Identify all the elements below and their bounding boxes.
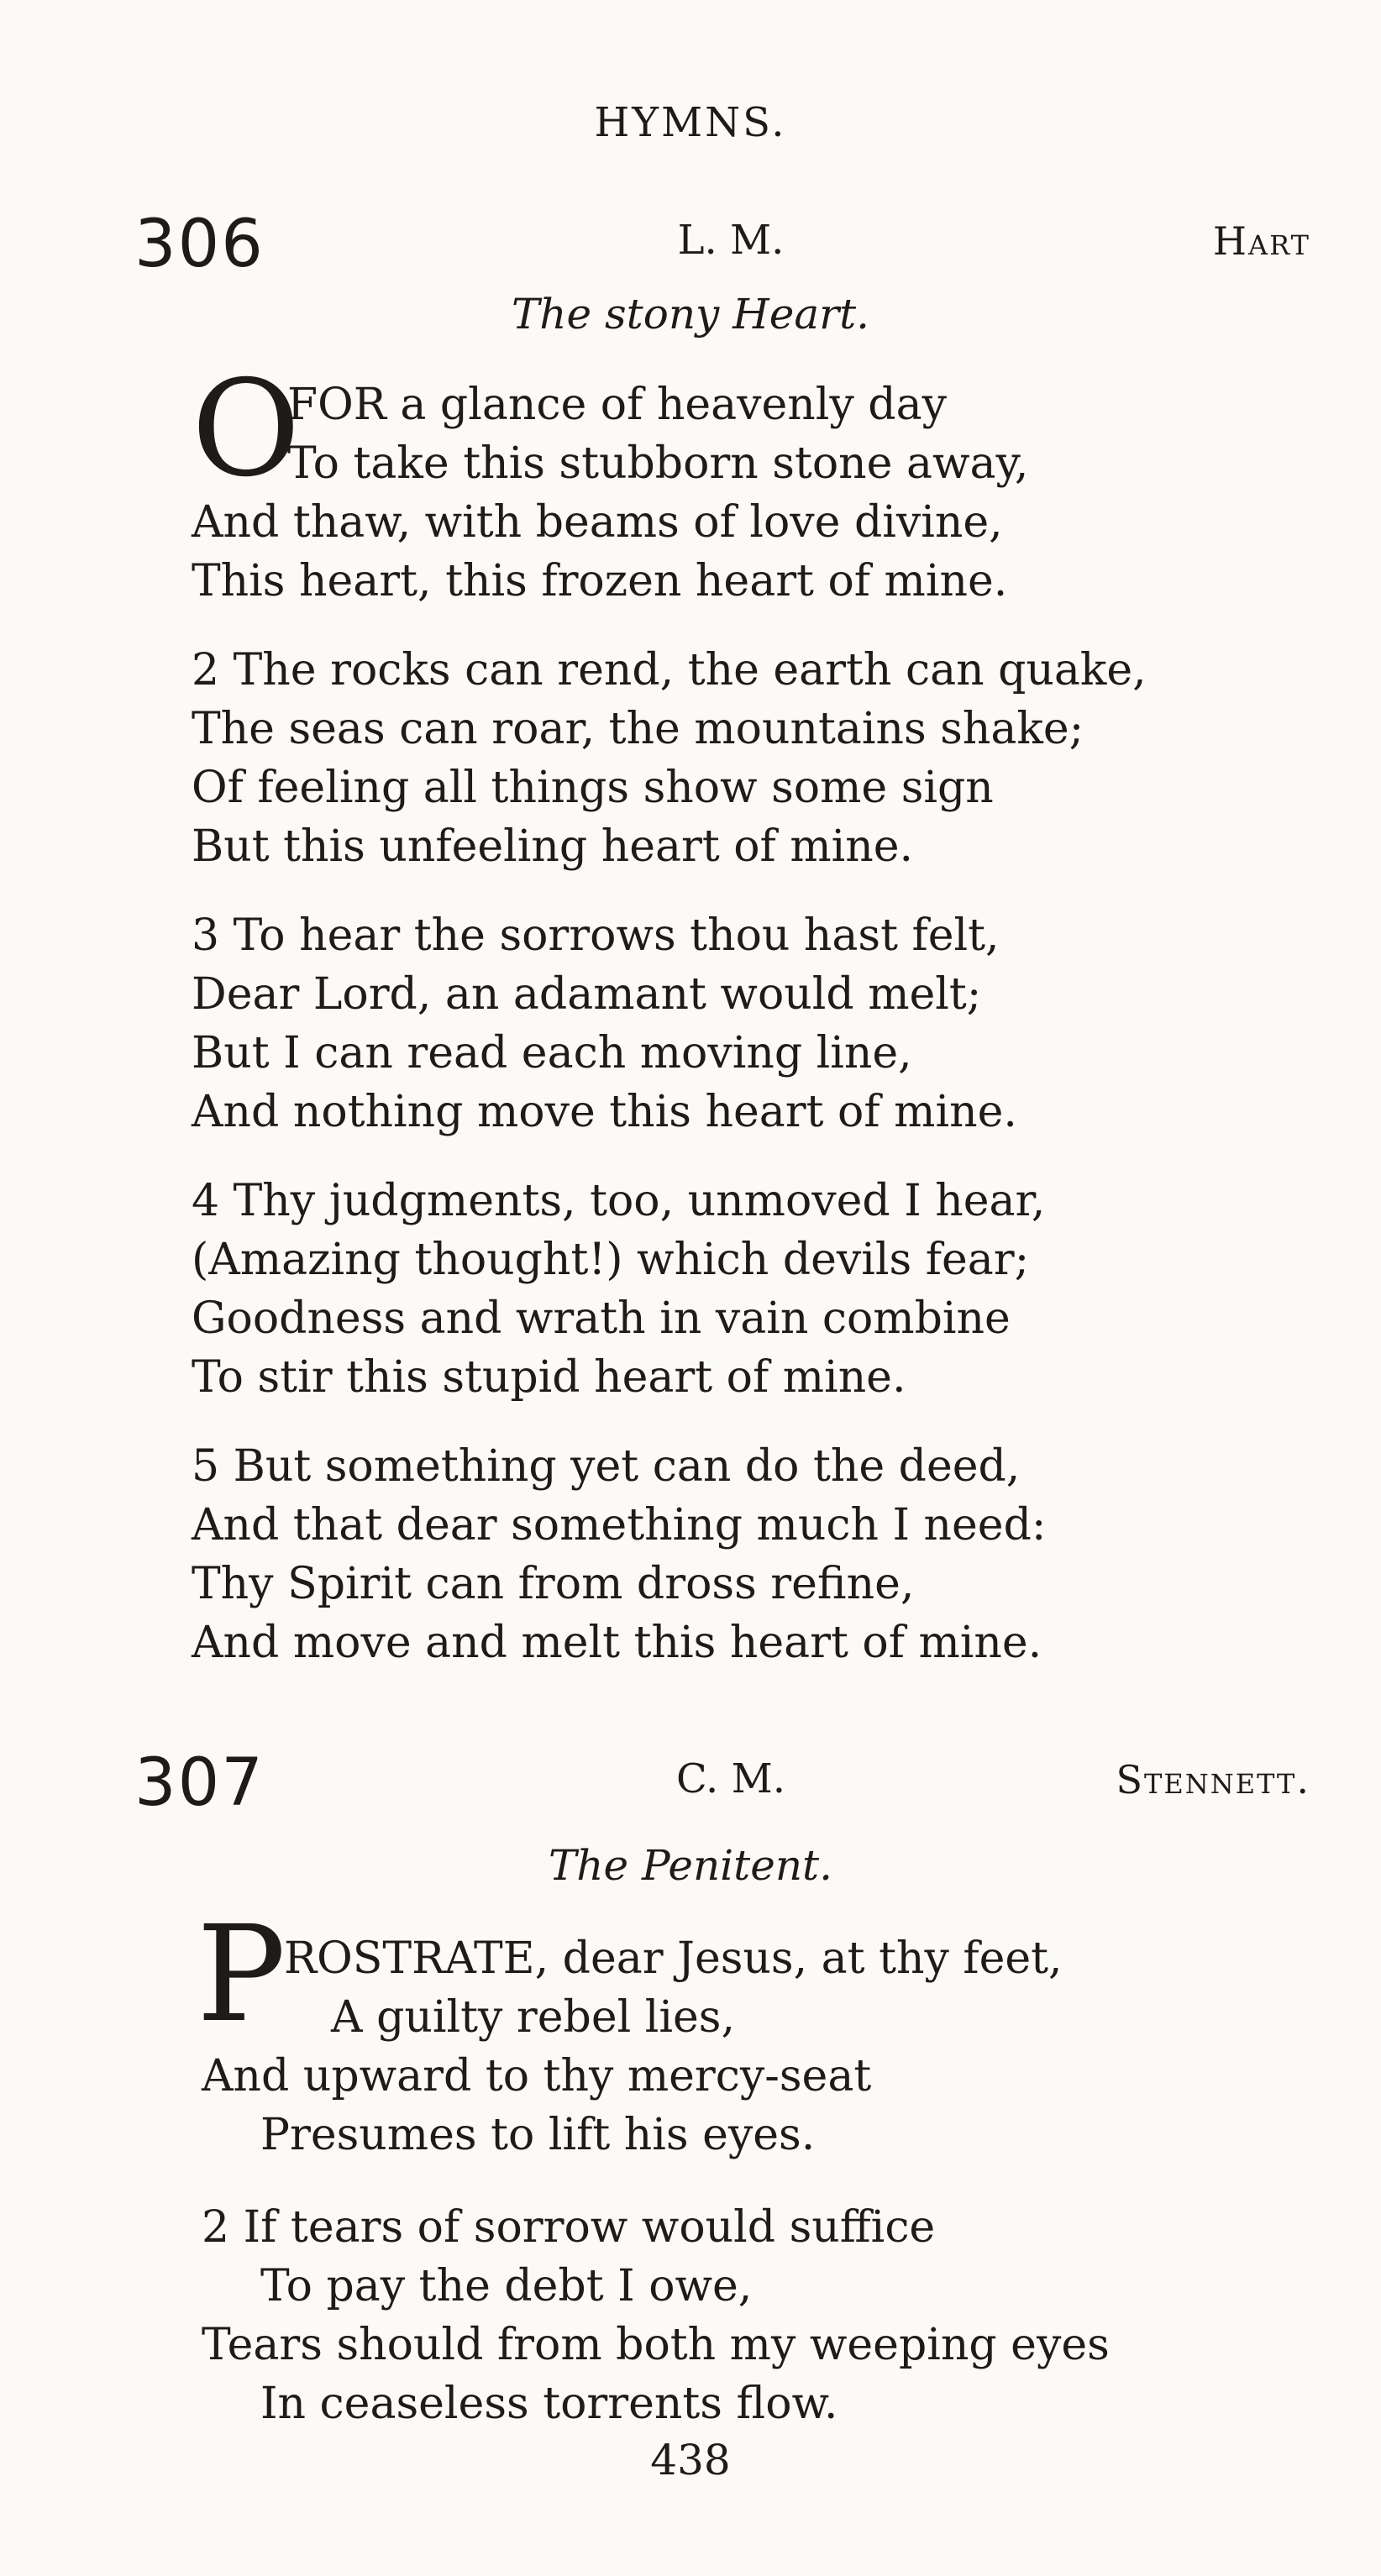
verse-line: To stir this stupid heart of mine. <box>192 1352 906 1403</box>
hymn-meter: C. M. <box>676 1755 785 1802</box>
verse-line: Of feeling all things show some sign <box>192 763 994 813</box>
verse-line: (Amazing thought!) which devils fear; <box>192 1235 1030 1285</box>
verse-line: And move and melt this heart of mine. <box>192 1618 1042 1668</box>
drop-cap: O <box>192 352 301 506</box>
verse-line: And nothing move this heart of mine. <box>192 1087 1017 1137</box>
hymn-meter: L. M. <box>677 217 785 264</box>
verse-line: And thaw, with beams of love divine, <box>192 497 1003 548</box>
verse-line: This heart, this frozen heart of mine. <box>192 556 1008 606</box>
verse-line: Dear Lord, an adamant would melt; <box>192 969 982 1020</box>
hymn-number: 306 <box>134 207 265 282</box>
verse-line: FOR a glance of heavenly day <box>287 380 947 430</box>
verse-line: 5 But something yet can do the deed, <box>192 1441 1021 1492</box>
verse-line: But this unfeeling heart of mine. <box>192 821 914 872</box>
verse-line: And that dear something much I need: <box>192 1500 1047 1550</box>
verse-line: To pay the debt I owe, <box>260 2261 753 2311</box>
hymn-number: 307 <box>134 1745 265 1821</box>
hymn-306-header <box>0 207 1381 282</box>
page-number: 438 <box>650 2436 731 2484</box>
verse-line: Thy Spirit can from dross refine, <box>192 1559 915 1609</box>
verse-line: The seas can roar, the mountains shake; <box>192 704 1084 754</box>
verse-line: 4 Thy judgments, too, unmoved I hear, <box>192 1176 1046 1226</box>
verse-line: Presumes to lift his eyes. <box>260 2110 816 2160</box>
running-head: HYMNS. <box>594 99 787 146</box>
verse-line: ROSTRATE, dear Jesus, at thy feet, <box>284 1933 1063 1984</box>
verse-line: To take this stubborn stone away, <box>287 438 1029 489</box>
verse-line: 3 To hear the sorrows thou hast felt, <box>192 910 1000 961</box>
verse-line: 2 If tears of sorrow would suffice <box>202 2202 936 2253</box>
verse-line: Tears should from both my weeping eyes <box>202 2320 1110 2370</box>
drop-cap: P <box>197 1897 286 2052</box>
hymn-author: Hart <box>1212 218 1310 264</box>
verse-line: And upward to thy mercy-seat <box>202 2051 872 2101</box>
verse-line: 2 The rocks can rend, the earth can quake, <box>192 645 1147 695</box>
verse-line: A guilty rebel lies, <box>331 1992 736 2043</box>
hymn-307-header <box>0 1745 1381 1821</box>
hymn-title: The Penitent. <box>548 1841 833 1890</box>
hymn-author: Stennett. <box>1116 1757 1310 1802</box>
verse-line: Goodness and wrath in vain combine <box>192 1293 1011 1344</box>
hymn-title: The stony Heart. <box>511 290 870 338</box>
verse-line: But I can read each moving line, <box>192 1028 912 1078</box>
verse-line: In ceaseless torrents flow. <box>260 2379 838 2429</box>
